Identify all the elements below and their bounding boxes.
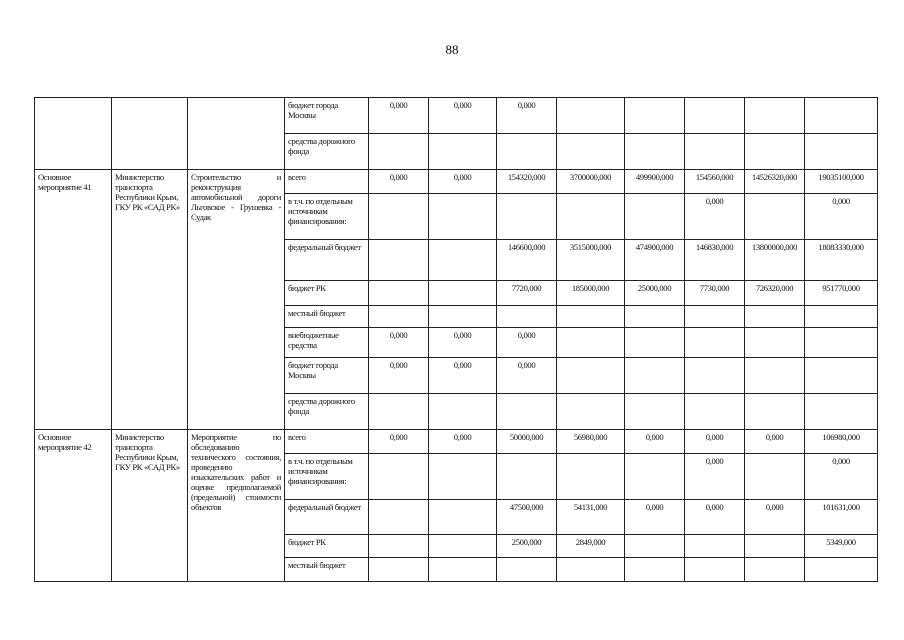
value-cell [429, 535, 497, 558]
value-cell [369, 306, 429, 328]
value-cell [429, 134, 497, 170]
value-cell [685, 558, 745, 582]
value-cell: 726320,000 [745, 281, 805, 306]
value-cell [429, 240, 497, 281]
value-cell: 0,000 [429, 328, 497, 358]
description-cell: Мероприятие по обследованию технического состояния, проведению изыскательских работ и оценке предполагаемой (предельной) стоимости объектов [188, 430, 285, 582]
value-cell [625, 98, 685, 134]
funding-source-cell: в т.ч. по отдельным источникам финансирования: [285, 194, 369, 240]
value-cell [685, 328, 745, 358]
value-cell [805, 306, 878, 328]
value-cell [557, 328, 625, 358]
value-cell [557, 358, 625, 394]
value-cell: 0,000 [625, 500, 685, 535]
value-cell [805, 328, 878, 358]
value-cell: 0,000 [745, 430, 805, 454]
value-cell [685, 134, 745, 170]
description-cell: Строительство и реконструкция автомобильной дороги Льговское - Грушевка - Судак [188, 170, 285, 430]
table-row [35, 170, 878, 194]
value-cell [685, 535, 745, 558]
value-cell: 0,000 [369, 328, 429, 358]
value-cell: 0,000 [685, 194, 745, 240]
value-cell [557, 306, 625, 328]
value-cell: 154560,000 [685, 170, 745, 194]
value-cell [369, 500, 429, 535]
value-cell [429, 281, 497, 306]
value-cell: 5349,000 [805, 535, 878, 558]
executor-cell [112, 98, 188, 170]
value-cell [745, 558, 805, 582]
value-cell [805, 558, 878, 582]
funding-source-cell: бюджет РК [285, 535, 369, 558]
value-cell: 54131,000 [557, 500, 625, 535]
value-cell [369, 535, 429, 558]
value-cell: 106980,000 [805, 430, 878, 454]
value-cell: 0,000 [497, 358, 557, 394]
value-cell [745, 98, 805, 134]
value-cell [369, 454, 429, 500]
value-cell: 47500,000 [497, 500, 557, 535]
value-cell: 25000,000 [625, 281, 685, 306]
value-cell: 146600,000 [497, 240, 557, 281]
value-cell: 0,000 [497, 98, 557, 134]
value-cell: 146830,000 [685, 240, 745, 281]
funding-source-cell: бюджет РК [285, 281, 369, 306]
value-cell: 56980,000 [557, 430, 625, 454]
value-cell [745, 134, 805, 170]
value-cell: 0,000 [497, 328, 557, 358]
measure-cell: Основное мероприятие 42 [35, 430, 112, 582]
value-cell [625, 328, 685, 358]
value-cell: 0,000 [685, 454, 745, 500]
value-cell: 0,000 [369, 98, 429, 134]
value-cell [429, 454, 497, 500]
value-cell [745, 194, 805, 240]
funding-source-cell: средства дорожного фонда [285, 394, 369, 430]
table-body [35, 98, 878, 582]
value-cell [429, 306, 497, 328]
value-cell [625, 394, 685, 430]
value-cell: 0,000 [429, 430, 497, 454]
value-cell: 0,000 [369, 358, 429, 394]
funding-source-cell: всего [285, 430, 369, 454]
value-cell [745, 394, 805, 430]
value-cell: 951770,000 [805, 281, 878, 306]
value-cell: 0,000 [625, 430, 685, 454]
measure-cell: Основное мероприятие 41 [35, 170, 112, 430]
funding-source-cell: в т.ч. по отдельным источникам финансирования: [285, 454, 369, 500]
funding-source-cell: бюджет города Москвы [285, 358, 369, 394]
value-cell: 2849,000 [557, 535, 625, 558]
value-cell [369, 558, 429, 582]
value-cell [685, 358, 745, 394]
value-cell [805, 394, 878, 430]
executor-cell: Министерство транспорта Республики Крым, ГКУ РК «САД РК» [112, 170, 188, 430]
value-cell: 185000,000 [557, 281, 625, 306]
value-cell [685, 98, 745, 134]
value-cell [625, 134, 685, 170]
value-cell [557, 98, 625, 134]
value-cell [625, 454, 685, 500]
value-cell [745, 454, 805, 500]
value-cell: 7720,000 [497, 281, 557, 306]
value-cell: 474900,000 [625, 240, 685, 281]
value-cell: 0,000 [429, 358, 497, 394]
value-cell [745, 328, 805, 358]
value-cell: 0,000 [805, 454, 878, 500]
value-cell: 50000,000 [497, 430, 557, 454]
value-cell: 101631,000 [805, 500, 878, 535]
value-cell [369, 394, 429, 430]
value-cell [685, 394, 745, 430]
table-row [35, 98, 878, 134]
value-cell [557, 394, 625, 430]
value-cell [429, 500, 497, 535]
value-cell: 0,000 [429, 170, 497, 194]
value-cell [805, 134, 878, 170]
value-cell: 3700000,000 [557, 170, 625, 194]
value-cell [429, 558, 497, 582]
value-cell [557, 558, 625, 582]
value-cell [625, 558, 685, 582]
value-cell [429, 194, 497, 240]
value-cell: 13800000,000 [745, 240, 805, 281]
value-cell [497, 306, 557, 328]
value-cell: 0,000 [685, 500, 745, 535]
value-cell [497, 454, 557, 500]
value-cell [497, 394, 557, 430]
funding-source-cell: внебюджетные средства [285, 328, 369, 358]
table-row [35, 430, 878, 454]
value-cell [369, 134, 429, 170]
value-cell: 0,000 [429, 98, 497, 134]
value-cell: 0,000 [805, 194, 878, 240]
value-cell [805, 98, 878, 134]
value-cell [745, 306, 805, 328]
value-cell [625, 358, 685, 394]
value-cell [557, 454, 625, 500]
page-number: 88 [445, 42, 459, 57]
funding-source-cell: средства дорожного фонда [285, 134, 369, 170]
value-cell: 18083330,000 [805, 240, 878, 281]
funding-table [34, 97, 878, 582]
value-cell: 0,000 [685, 430, 745, 454]
value-cell [625, 535, 685, 558]
value-cell [369, 194, 429, 240]
value-cell: 2500,000 [497, 535, 557, 558]
funding-source-cell: всего [285, 170, 369, 194]
value-cell: 7730,000 [685, 281, 745, 306]
value-cell [685, 306, 745, 328]
funding-source-cell: бюджет города Москвы [285, 98, 369, 134]
value-cell [369, 240, 429, 281]
value-cell [557, 134, 625, 170]
value-cell [497, 134, 557, 170]
value-cell [429, 394, 497, 430]
value-cell [497, 558, 557, 582]
funding-source-cell: федеральный бюджет [285, 240, 369, 281]
value-cell: 19035100,000 [805, 170, 878, 194]
value-cell: 499900,000 [625, 170, 685, 194]
value-cell [557, 194, 625, 240]
value-cell: 14526320,000 [745, 170, 805, 194]
value-cell: 0,000 [369, 430, 429, 454]
value-cell [745, 535, 805, 558]
value-cell [369, 281, 429, 306]
funding-source-cell: федеральный бюджет [285, 500, 369, 535]
value-cell: 0,000 [745, 500, 805, 535]
value-cell [805, 358, 878, 394]
measure-cell [35, 98, 112, 170]
value-cell [625, 194, 685, 240]
value-cell: 3515000,000 [557, 240, 625, 281]
funding-source-cell: местный бюджет [285, 558, 369, 582]
value-cell [497, 194, 557, 240]
executor-cell: Министерство транспорта Республики Крым, ГКУ РК «САД РК» [112, 430, 188, 582]
description-cell [188, 98, 285, 170]
value-cell [745, 358, 805, 394]
funding-source-cell: местный бюджет [285, 306, 369, 328]
value-cell: 0,000 [369, 170, 429, 194]
value-cell [625, 306, 685, 328]
value-cell: 154320,000 [497, 170, 557, 194]
